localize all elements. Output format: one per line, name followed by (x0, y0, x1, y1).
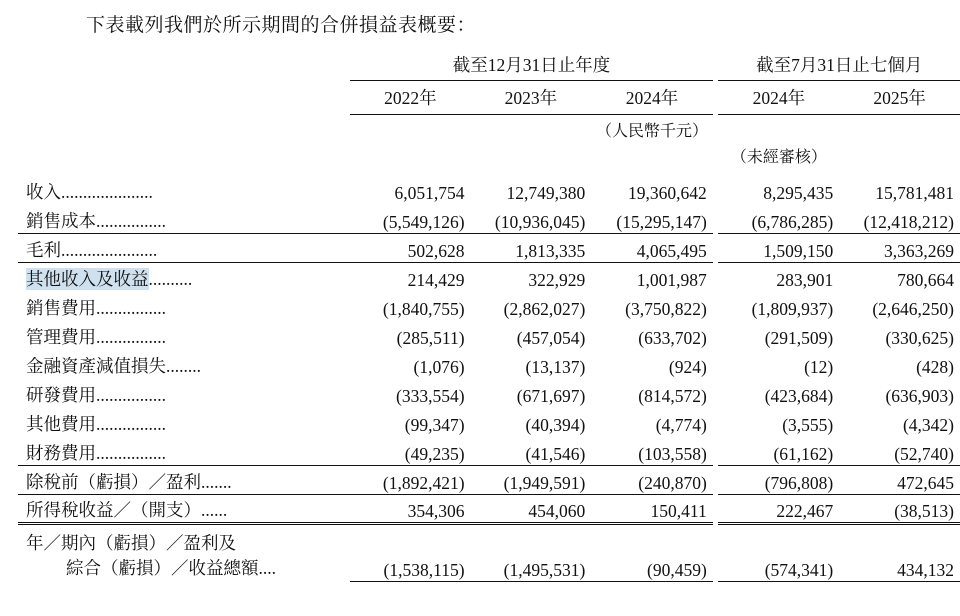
cell-value: (796,808) (718, 465, 839, 494)
row-label-impairment-loss (18, 349, 350, 378)
underline-2023 (471, 581, 592, 582)
cell-value: (6,786,285) (718, 204, 839, 233)
cell-value: (1,840,755) (382, 299, 465, 319)
cell-value: (15,295,147) (591, 204, 713, 233)
unit-blank-3 (718, 115, 839, 142)
cell-value: (12,418,212) (839, 204, 960, 233)
cell-value: (10,936,045) (471, 204, 592, 233)
cell-value: 354,306 (350, 494, 470, 523)
cell-value: (3,750,822) (625, 299, 707, 319)
cell-value: (1,076) (413, 357, 465, 377)
row-label-admin-expenses (18, 320, 350, 349)
cell-value: 1,813,335 (471, 233, 592, 262)
row-leader-dots: ................ (96, 298, 166, 318)
row-leader-dots: ................ (96, 385, 166, 405)
underline-2024 (591, 581, 713, 582)
cell-value: (814,572) (638, 386, 707, 406)
table-row (18, 262, 960, 291)
unaudited-note: （未經審核） (730, 149, 827, 166)
row-label-text: 銷售成本 (26, 210, 96, 231)
cell-value: 454,060 (471, 494, 592, 523)
cell-value: 1,509,150 (718, 233, 839, 262)
underline-blank (18, 581, 350, 582)
table-row (18, 291, 960, 320)
header-period-2025: 2025年 (839, 81, 960, 115)
financial-summary-table (18, 52, 960, 582)
spacer-cell (18, 167, 960, 175)
header-year-2022: 2022年 (350, 81, 470, 115)
table-row (18, 233, 960, 262)
cell-value: (633,702) (638, 328, 707, 348)
cell-value: (291,509) (764, 328, 834, 348)
row-label-text: 除稅前（虧損）／盈利 (26, 471, 201, 492)
row-leader-dots: ..................... (61, 182, 153, 202)
spacer-row-2 (18, 523, 960, 531)
cell-value: (12) (804, 357, 834, 377)
unaudited-blank-1 (350, 141, 470, 167)
cell-value: (1,495,531) (503, 559, 586, 580)
cell-value: 150,411 (591, 494, 713, 523)
cell-value: (671,697) (516, 386, 586, 406)
header-period-2024: 2024年 (718, 81, 839, 115)
row-label-text: 毛利 (26, 239, 61, 260)
row-label-other-expenses (18, 407, 350, 436)
row-label-other-income (18, 262, 350, 291)
cell-value: (240,870) (591, 465, 713, 494)
cell-value: 283,901 (776, 270, 834, 290)
row-label-finance-costs (18, 436, 350, 465)
unaudited-blank-2 (471, 141, 592, 167)
row-label-text: 所得稅收益／（開支） (26, 499, 201, 520)
cell-value: (49,235) (350, 436, 470, 465)
row-leader-dots: ................ (96, 327, 166, 347)
cell-value: 780,664 (897, 270, 954, 290)
unit-blank-2 (471, 115, 592, 142)
header-blank (18, 52, 350, 81)
cell-value: 12,749,380 (506, 183, 586, 203)
cell-value: 4,065,495 (591, 233, 713, 262)
row-leader-dots: ................ (96, 210, 166, 231)
cell-value: (13,137) (525, 357, 586, 377)
total-label-line1: 年／期內（虧損）／盈利及 (26, 533, 236, 553)
cell-value: (38,513) (839, 494, 960, 523)
cell-value: (1,949,591) (471, 465, 592, 494)
unit-blank-4 (839, 115, 960, 142)
table-row (18, 436, 960, 465)
row-leader-dots: ................ (96, 442, 166, 463)
cell-value: (4,774) (655, 415, 707, 435)
table-row (18, 175, 960, 204)
cell-value: (40,394) (525, 415, 586, 435)
row-label-text: 其他費用 (26, 414, 96, 434)
cell-value: (2,646,250) (872, 299, 954, 319)
cell-value: 322,929 (528, 270, 586, 290)
cell-value: (5,549,126) (350, 204, 470, 233)
cell-value: (457,054) (516, 328, 586, 348)
row-label-rd-expenses (18, 378, 350, 407)
cell-value: (285,511) (396, 328, 465, 348)
cell-value: (330,625) (885, 328, 954, 348)
row-leader-dots: ........ (166, 356, 201, 376)
cell-value: (103,558) (591, 436, 713, 465)
row-label-text: 研發費用 (26, 385, 96, 405)
total-label-line2: 綜合（虧損）／收益總額 (66, 557, 259, 578)
row-label-cost-of-sales (18, 204, 350, 233)
cell-value: (423,684) (764, 386, 834, 406)
row-label-text: 管理費用 (26, 327, 96, 347)
header-year-2024: 2024年 (591, 81, 713, 115)
cell-value: (41,546) (471, 436, 592, 465)
row-label-text-highlighted[interactable]: 其他收入及收益 (26, 269, 149, 289)
cell-value: 472,645 (839, 465, 960, 494)
underline-p2024 (718, 581, 839, 582)
table-row (18, 320, 960, 349)
table-header-unaudited (18, 141, 960, 167)
cell-value: (2,862,027) (503, 299, 586, 319)
row-leader-dots: ...... (201, 499, 228, 520)
cell-value: 434,132 (897, 559, 954, 580)
unaudited-blank-3 (591, 141, 713, 167)
table-row (18, 349, 960, 378)
unaudited-blank (18, 141, 350, 167)
header-group-period: 截至7月31日止七個月 (718, 52, 960, 81)
unit-blank (18, 115, 350, 142)
spacer-cell-2 (18, 523, 960, 531)
row-label-loss-before-tax (18, 465, 350, 494)
cell-value: 502,628 (350, 233, 470, 262)
table-row (18, 378, 960, 407)
spacer-row (18, 167, 960, 175)
table-total-row (18, 531, 960, 581)
cell-value: (1,892,421) (350, 465, 470, 494)
total-underline-row (18, 581, 960, 582)
row-label-income-tax (18, 494, 350, 523)
underline-2022 (350, 581, 470, 582)
cell-value: (428) (916, 357, 954, 377)
cell-value: 222,467 (718, 494, 839, 523)
unaudited-blank-4 (839, 141, 960, 167)
unit-note: （人民幣千元） (596, 123, 709, 140)
cell-value: 8,295,435 (763, 183, 834, 203)
row-label-text: 財務費用 (26, 442, 96, 463)
cell-value: 3,363,269 (839, 233, 960, 262)
cell-value: (52,740) (839, 436, 960, 465)
intro-paragraph: 下表載列我們於所示期間的合併損益表概要： (86, 15, 477, 36)
row-label-text: 銷售費用 (26, 298, 96, 318)
table-header-groups (18, 52, 960, 81)
row-leader-dots: .... (258, 557, 276, 578)
table-header-unit (18, 115, 960, 142)
cell-value: (3,555) (782, 415, 834, 435)
row-leader-dots: ................ (96, 414, 166, 434)
cell-value: (636,903) (885, 386, 954, 406)
cell-value: (924) (668, 357, 707, 377)
row-leader-dots: ...................... (61, 239, 158, 260)
row-leader-dots: .......... (148, 269, 193, 289)
row-label-gross-profit (18, 233, 350, 262)
cell-value: (61,162) (718, 436, 839, 465)
cell-value: 6,051,754 (394, 183, 465, 203)
table-row (18, 465, 960, 494)
cell-value: 1,001,987 (636, 270, 707, 290)
table-row (18, 204, 960, 233)
cell-value: (90,459) (647, 559, 707, 580)
row-label-selling-expenses (18, 291, 350, 320)
cell-value: (1,809,937) (751, 299, 834, 319)
row-label-text: 收入 (26, 182, 61, 202)
table-header-years (18, 81, 960, 115)
cell-value: (1,538,115) (383, 559, 465, 580)
cell-value: (4,342) (902, 415, 954, 435)
cell-value: (333,554) (396, 386, 465, 406)
header-year-2023: 2023年 (471, 81, 592, 115)
row-label-revenue (18, 175, 350, 204)
table-row (18, 407, 960, 436)
cell-value: (99,347) (404, 415, 465, 435)
row-label-text: 金融資產減值損失 (26, 356, 166, 376)
cell-value: 15,781,481 (875, 183, 954, 203)
header-group-year: 截至12月31日止年度 (350, 52, 713, 81)
row-label-total-comprehensive (18, 531, 350, 581)
cell-value: (574,341) (764, 559, 834, 580)
row-leader-dots: ....... (201, 471, 232, 492)
header-blank-2 (18, 81, 350, 115)
cell-value: 19,360,642 (628, 183, 707, 203)
cell-value: 214,429 (407, 270, 465, 290)
unit-blank-1 (350, 115, 470, 142)
table-row (18, 494, 960, 523)
underline-p2025 (839, 581, 960, 582)
